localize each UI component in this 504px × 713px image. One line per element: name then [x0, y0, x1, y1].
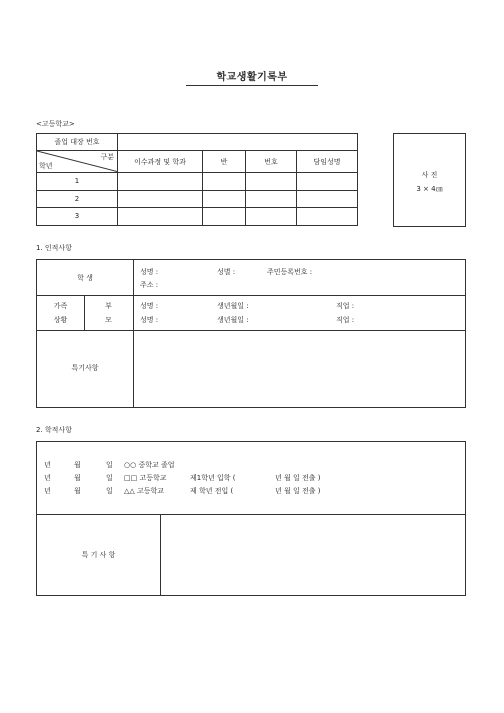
special-notes-field[interactable]	[134, 331, 465, 407]
record-1-month: 월	[74, 461, 81, 469]
record-1-school: ○○ 중학교 졸업	[124, 461, 175, 469]
record-2-day: 일	[106, 474, 113, 482]
diagonal-header-cell	[37, 151, 118, 173]
record-3-month: 월	[74, 487, 81, 495]
address-label[interactable]: 주소 :	[140, 281, 159, 289]
personal-info-box	[36, 259, 466, 408]
table-row	[37, 190, 358, 207]
number-cell[interactable]	[246, 190, 297, 207]
grad-no-value[interactable]	[118, 134, 358, 151]
section2-heading: 2. 학적사항	[36, 426, 72, 434]
record-special-label: 특 기 사 항	[81, 551, 116, 559]
header-class: 반	[203, 151, 246, 173]
header-course: 이수과정 및 학과	[118, 151, 203, 173]
class-cell[interactable]	[203, 190, 246, 207]
father-label: 부	[105, 302, 112, 310]
record-3-event: 제 학년 전입 (	[190, 487, 234, 495]
graduation-table	[36, 133, 358, 226]
grade-label: 3	[37, 207, 118, 225]
course-cell[interactable]	[118, 207, 203, 225]
teacher-cell[interactable]	[297, 207, 358, 225]
record-3-year: 년	[44, 487, 51, 495]
mother-name-label[interactable]: 성명 :	[140, 316, 159, 324]
course-cell[interactable]	[118, 173, 203, 190]
name-label[interactable]: 성명 :	[140, 268, 159, 276]
record-2-year: 년	[44, 474, 51, 482]
class-cell[interactable]	[203, 173, 246, 190]
record-1-year: 년	[44, 461, 51, 469]
diag-bottom-label: 학년	[39, 162, 53, 171]
mother-label: 모	[105, 316, 112, 324]
diag-top-label: 구분	[100, 153, 114, 162]
mother-job-label[interactable]: 직업 :	[336, 316, 355, 324]
grade-label: 1	[37, 173, 118, 190]
father-birth-label[interactable]: 생년월일 :	[217, 302, 249, 310]
record-3-day: 일	[106, 487, 113, 495]
school-label: <고등학교>	[36, 120, 75, 128]
grad-no-label: 졸업 대장 번호	[37, 134, 118, 151]
mother-birth-label[interactable]: 생년월일 :	[217, 316, 249, 324]
record-special-field[interactable]	[161, 515, 465, 595]
record-2-month: 월	[74, 474, 81, 482]
father-name-label[interactable]: 성명 :	[140, 302, 159, 310]
table-row	[37, 173, 358, 190]
teacher-cell[interactable]	[297, 173, 358, 190]
record-3-school: △△ 고등학교	[124, 487, 165, 495]
title-underline	[186, 85, 318, 86]
table-row	[37, 207, 358, 225]
page-title: 학교생활기록부	[216, 72, 288, 83]
family-label-2: 상황	[53, 316, 68, 324]
gender-label[interactable]: 성별 :	[217, 268, 236, 276]
record-3-transfer: 년 월 일 전출 )	[275, 487, 321, 495]
school-record-box	[36, 441, 466, 596]
grade-label: 2	[37, 190, 118, 207]
special-notes-label: 특기사항	[71, 364, 99, 372]
section1-heading: 1. 인적사항	[36, 244, 72, 252]
divider	[37, 295, 465, 296]
course-cell[interactable]	[118, 190, 203, 207]
teacher-cell[interactable]	[297, 190, 358, 207]
record-1-day: 일	[106, 461, 113, 469]
header-teacher: 담임성명	[297, 151, 358, 173]
photo-box[interactable]	[393, 133, 466, 227]
number-cell[interactable]	[246, 173, 297, 190]
photo-label: 사 진	[421, 171, 438, 179]
photo-size: 3 × 4㎝	[416, 185, 443, 193]
number-cell[interactable]	[246, 207, 297, 225]
record-2-school: □□ 고등학교	[124, 474, 167, 482]
record-2-event: 제1학년 입학 (	[190, 474, 236, 482]
id-number-label[interactable]: 주민등록번호 :	[267, 268, 313, 276]
father-job-label[interactable]: 직업 :	[336, 302, 355, 310]
student-label: 학 생	[77, 274, 93, 282]
class-cell[interactable]	[203, 207, 246, 225]
header-number: 번호	[246, 151, 297, 173]
record-2-transfer: 년 월 일 전출 )	[275, 474, 321, 482]
family-label-1: 가족	[53, 302, 68, 310]
